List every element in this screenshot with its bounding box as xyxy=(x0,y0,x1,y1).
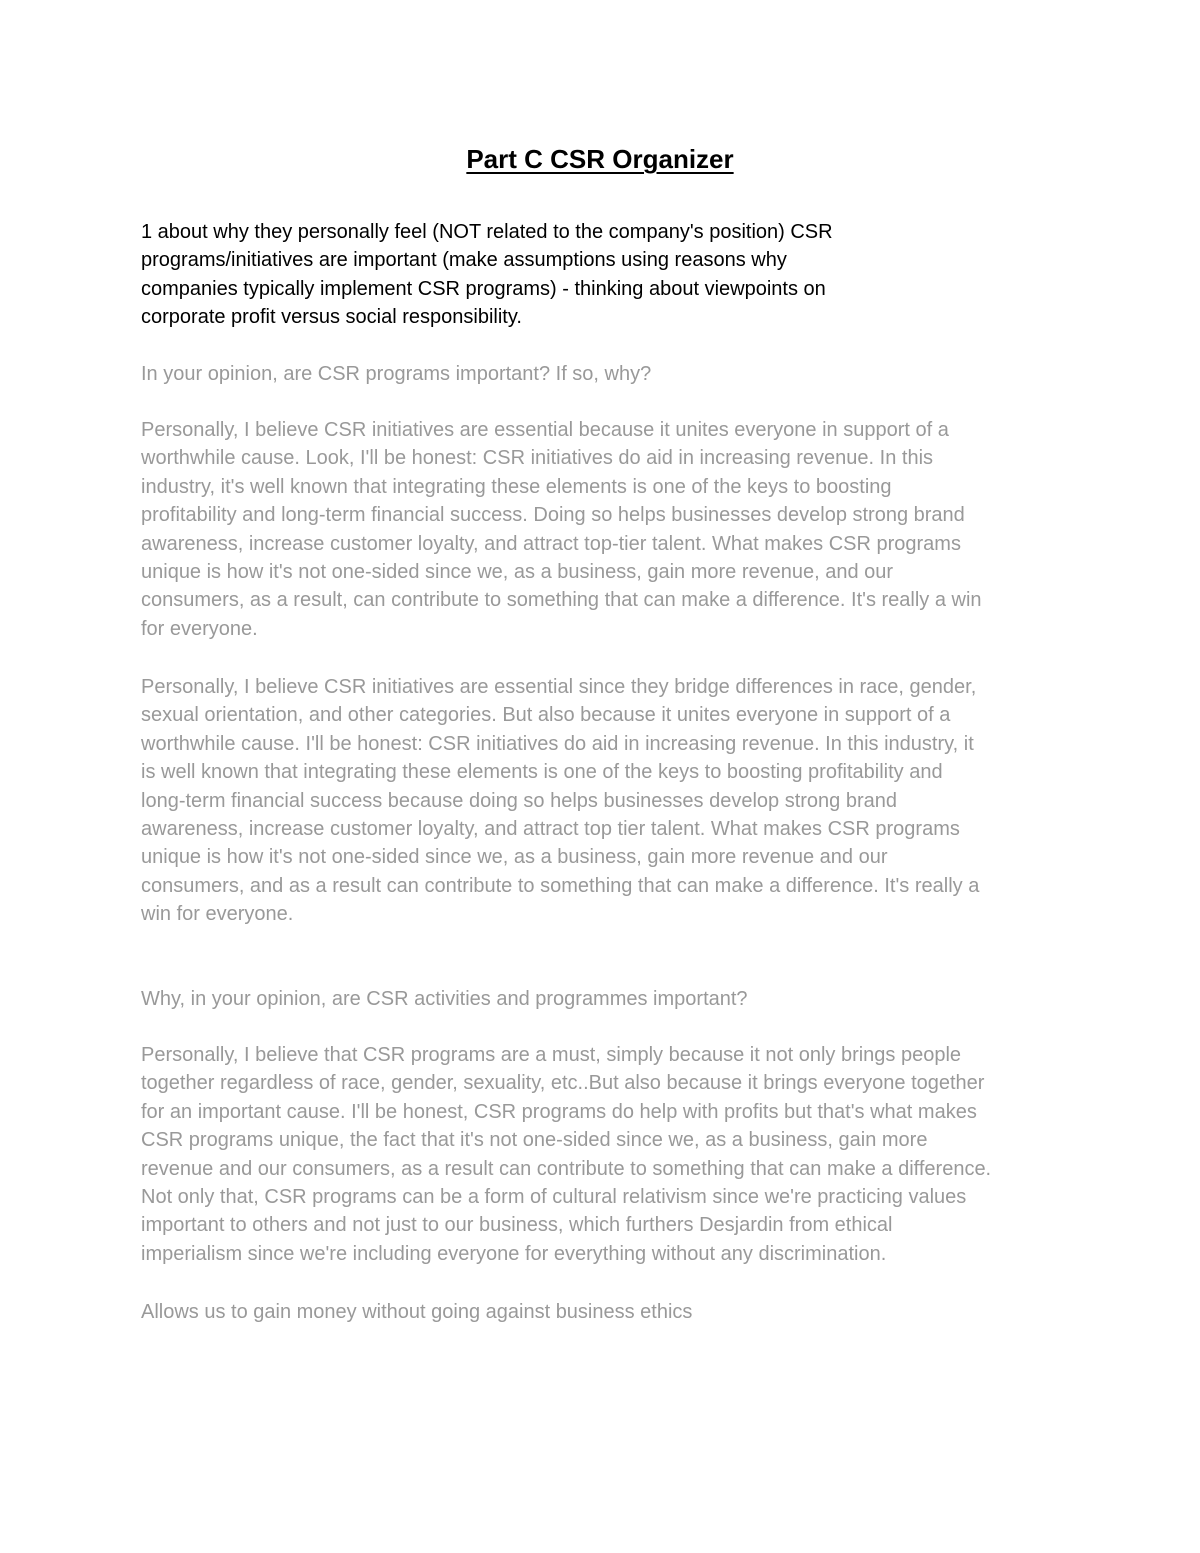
document-title: Part C CSR Organizer xyxy=(466,144,734,174)
prompt-line: corporate profit versus social responsibility. xyxy=(141,306,522,329)
paragraph-line: for an important cause. I'll be honest, CSR programs do help with profits but that's what makes xyxy=(141,1100,977,1123)
answer-1b-paragraph xyxy=(141,673,979,929)
assignment-prompt xyxy=(141,218,833,332)
paragraph-line: together regardless of race, gender, sexuality, etc..But also because it brings everyone together xyxy=(141,1072,985,1095)
paragraph-line: is well known that integrating these elements is one of the keys to boosting profitability and xyxy=(141,761,943,784)
paragraph-line: profitability and long-term financial success. Doing so helps businesses develop strong brand xyxy=(141,504,965,527)
paragraph-line: for everyone. xyxy=(141,617,258,640)
paragraph-line: sexual orientation, and other categories. But also because it unites everyone in support of a xyxy=(141,704,951,727)
paragraph-line: CSR programs unique, the fact that it's not one-sided since we, as a business, gain more xyxy=(141,1129,928,1152)
paragraph-line: Not only that, CSR programs can be a form of cultural relativism since we're practicing values xyxy=(141,1186,967,1209)
question-2: Why, in your opinion, are CSR activities and programmes important? xyxy=(141,988,748,1010)
paragraph-line: unique is how it's not one-sided since we, as a business, gain more revenue and our xyxy=(141,846,888,869)
question-1: In your opinion, are CSR programs important? If so, why? xyxy=(141,363,652,385)
paragraph-line: worthwhile cause. I'll be honest: CSR initiatives do aid in increasing revenue. In this industry, it xyxy=(141,732,974,755)
paragraph-line: imperialism since we're including everyone for everything without any discrimination. xyxy=(141,1242,887,1265)
paragraph-line: awareness, increase customer loyalty, and attract top-tier talent. What makes CSR programs xyxy=(141,532,961,555)
paragraph-line: Personally, I believe CSR initiatives are essential because it unites everyone in support of a xyxy=(141,419,949,441)
paragraph-line: industry, it's well known that integrating these elements is one of the keys to boosting xyxy=(141,475,892,498)
paragraph-line: Personally, I believe CSR initiatives are essential since they bridge differences in race, gender, xyxy=(141,676,977,698)
answer-2-paragraph xyxy=(141,1041,991,1268)
paragraph-line: consumers, and as a result can contribute to something that can make a difference. It's really a xyxy=(141,874,980,897)
paragraph-line: consumers, as a result, can contribute to something that can make a difference. It's really a win xyxy=(141,589,982,612)
paragraph-line: revenue and our consumers, as a result can contribute to something that can make a difference. xyxy=(141,1157,992,1180)
paragraph-line: awareness, increase customer loyalty, and attract top tier talent. What makes CSR programs xyxy=(141,818,960,841)
paragraph-line: worthwhile cause. Look, I'll be honest: CSR initiatives do aid in increasing revenue. In this xyxy=(141,447,934,470)
paragraph-line: unique is how it's not one-sided since we, as a business, gain more revenue, and our xyxy=(141,561,894,584)
paragraph-line: long-term financial success because doing so helps businesses develop strong brand xyxy=(141,789,898,812)
prompt-line: 1 about why they personally feel (NOT related to the company's position) CSR xyxy=(141,221,833,243)
paragraph-line: important to others and not just to our business, which furthers Desjardin from ethical xyxy=(141,1214,893,1237)
paragraph-line: Personally, I believe that CSR programs are a must, simply because it not only brings people xyxy=(141,1044,962,1066)
answer-1a-paragraph xyxy=(141,416,982,643)
paragraph-line: win for everyone. xyxy=(141,903,294,926)
closing-line: Allows us to gain money without going against business ethics xyxy=(141,1301,693,1323)
prompt-line: companies typically implement CSR programs) - thinking about viewpoints on xyxy=(141,277,826,300)
prompt-line: programs/initiatives are important (make assumptions using reasons why xyxy=(141,249,787,272)
